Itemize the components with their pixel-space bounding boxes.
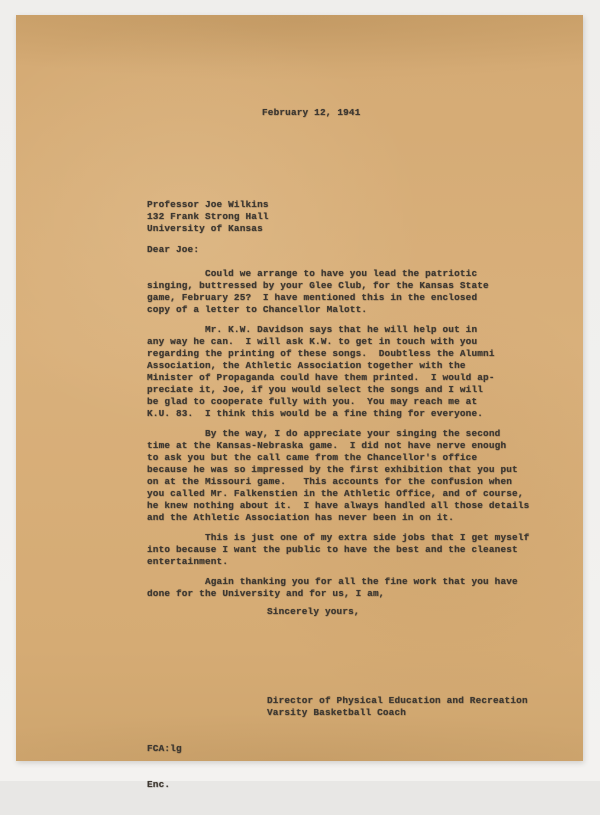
typist-initials: FCA:lg [147,743,182,754]
text-line: be glad to cooperate fully with you. You may reach me at [147,396,478,407]
text-line: game, February 25? I have mentioned this in the enclosed [147,292,478,303]
salutation: Dear Joe: [147,244,200,255]
text-line: copy of a letter to Chancellor Malott. [147,304,368,315]
letter-body [147,268,537,608]
text-line: and the Athletic Association has never been in on it. [147,512,455,523]
enclosure-notation: Enc. [147,779,171,790]
text-line: Association, the Athletic Association together with the [147,360,466,371]
text-line: Mr. K.W. Davidson says that he will help out in [147,324,478,335]
text-line: he knew nothing about it. I have always handled all those details [147,500,530,511]
closing-valediction: Sincerely yours, [267,606,360,617]
paragraph [147,576,537,600]
signature-titles [267,695,528,719]
paragraph [147,428,537,524]
text-line: because he was so impressed by the first exhibition that you put [147,464,518,475]
text-line: singing, buttressed by your Glee Club, for the Kansas State [147,280,489,291]
text-line: any way he can. I will ask K.W. to get in touch with you [147,336,478,347]
letter-paper [16,15,583,790]
reference-block [147,719,182,815]
text-line: This is just one of my extra side jobs that I get myself [147,532,530,543]
recipient-address [147,199,269,235]
text-line: entertainment. [147,556,229,567]
text-line: Varsity Basketball Coach [267,707,407,718]
paragraph [147,268,537,316]
paragraph [147,324,537,420]
paragraph [147,532,537,568]
text-line: done for the University and for us, I am, [147,588,385,599]
text-line: preciate it, Joe, if you would select the songs and I will [147,384,484,395]
text-line: Director of Physical Education and Recreation [267,695,528,706]
text-line: regarding the printing of these songs. Doubtless the Alumni [147,348,495,359]
text-line: 132 Frank Strong Hall [147,211,269,222]
text-line: By the way, I do appreciate your singing the second [147,428,501,439]
letter-date: February 12, 1941 [262,107,361,118]
text-line: Minister of Propaganda could have them printed. I would ap- [147,372,495,383]
text-line: Professor Joe Wilkins [147,199,269,210]
text-line: on at the Missouri game. This accounts for the confusion when [147,476,513,487]
text-line: University of Kansas [147,223,263,234]
text-line: Could we arrange to have you lead the patriotic [147,268,478,279]
text-line: to ask you but the call came from the Chancellor's office [147,452,478,463]
text-line: you called Mr. Falkenstien in the Athletic Office, and of course, [147,488,524,499]
text-line: K.U. 83. I think this would be a fine thing for everyone. [147,408,484,419]
text-line: Again thanking you for all the fine work that you have [147,576,518,587]
text-line: time at the Kansas-Nebraska game. I did not have nerve enough [147,440,507,451]
text-line: into because I want the public to have the best and the cleanest [147,544,518,555]
